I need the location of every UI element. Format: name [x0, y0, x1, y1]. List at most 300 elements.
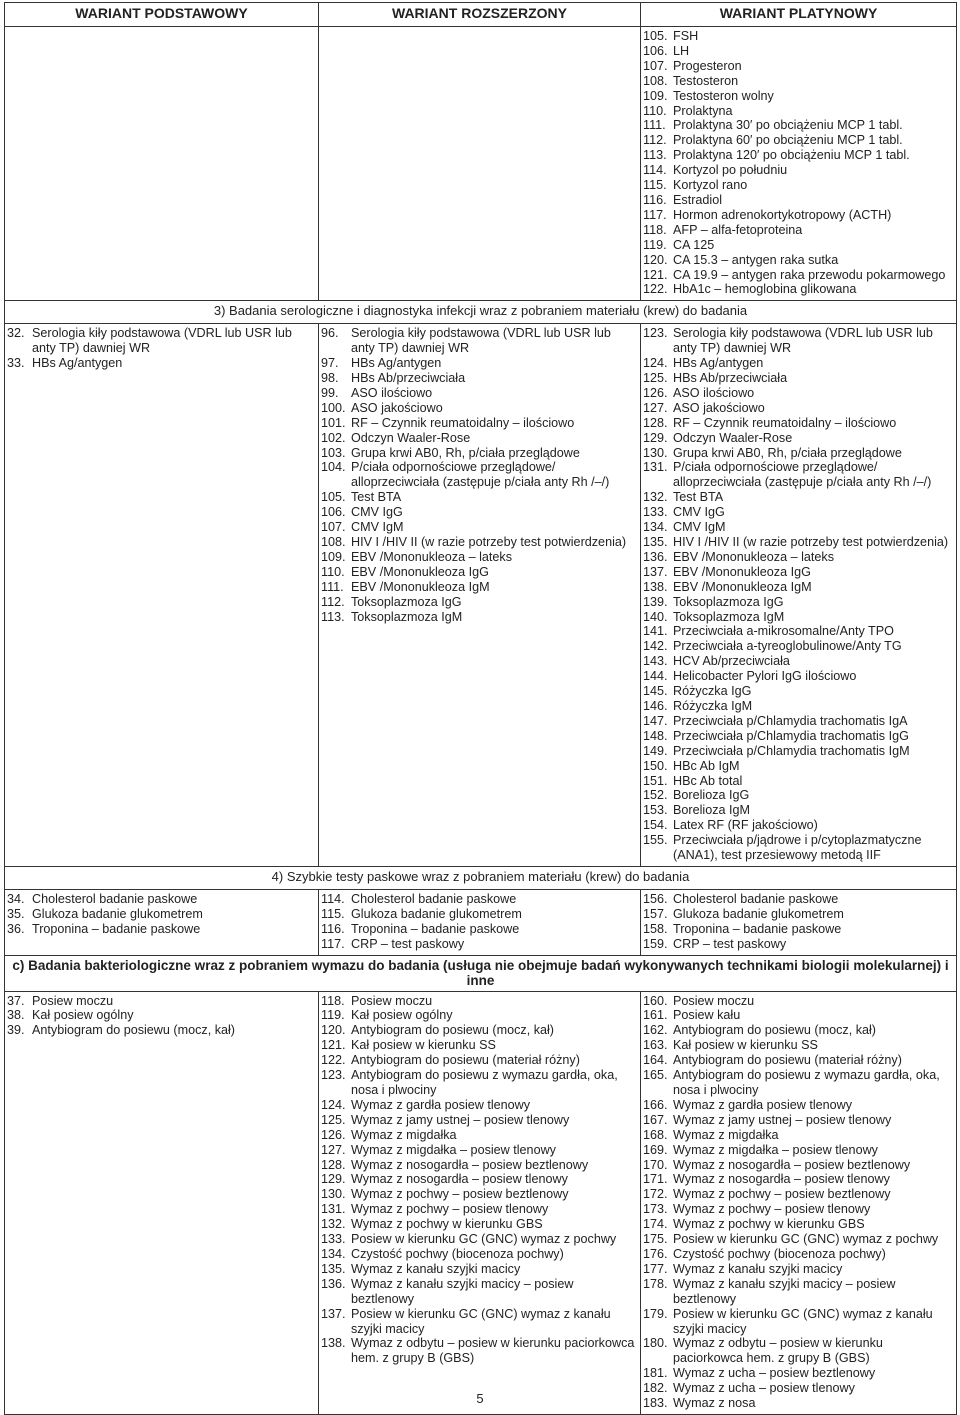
item-number: 125.: [321, 1112, 346, 1127]
item-text: Prolaktyna 30′ po obciążeniu MCP 1 tabl.: [673, 118, 903, 133]
item-number: 134.: [643, 520, 668, 535]
item-number: 173.: [643, 1202, 668, 1217]
item-text: LH: [673, 43, 690, 58]
list-item: [643, 595, 954, 610]
list-item: [7, 1023, 316, 1038]
item-text: Antybiogram do posiewu (materiał różny): [673, 1053, 902, 1068]
item-number: 131.: [321, 1202, 346, 1217]
item-text: ASO jakościowo: [673, 400, 765, 415]
page-number: 5: [476, 1391, 484, 1406]
list-item: [643, 356, 954, 371]
item-number: 147.: [643, 713, 668, 728]
item-number: 117.: [643, 207, 667, 222]
item-text: Różyczka IgM: [673, 698, 753, 713]
item-text: Wymaz z pochwy – posiew tlenowy: [351, 1202, 549, 1217]
section3-title-row: [5, 301, 957, 324]
item-number: 35.: [7, 906, 25, 921]
item-text: EBV /Mononukleoza IgM: [673, 579, 812, 594]
item-text: Cholesterol badanie paskowe: [673, 891, 839, 906]
item-text: Wymaz z migdałka: [351, 1127, 457, 1142]
item-text: Przeciwciała a-mikrosomalne/Anty TPO: [673, 624, 894, 639]
item-number: 174.: [643, 1217, 668, 1232]
sectionc-col-platynowy: [641, 991, 957, 1414]
item-text: Antybiogram do posiewu z wymazu gardła, oka, nosa i plwociny: [351, 1068, 618, 1097]
item-number: 124.: [321, 1097, 346, 1112]
list-item: [643, 818, 954, 833]
item-number: 99.: [321, 385, 339, 400]
header-podstawowy: WARIANT PODSTAWOWY: [5, 3, 319, 27]
list-item: [643, 1038, 954, 1053]
item-text: Serologia kiły podstawowa (VDRL lub USR lub anty TP) dawniej WR: [673, 326, 933, 356]
item-number: 102.: [321, 430, 346, 445]
item-number: 36.: [7, 921, 25, 936]
list-item: [643, 803, 954, 818]
list-item: [321, 1277, 638, 1307]
item-number: 110.: [321, 564, 345, 579]
list-item: [321, 1262, 638, 1277]
item-text: Wymaz z jamy ustnej – posiew tlenowy: [351, 1112, 570, 1127]
list-item: [7, 892, 316, 907]
item-number: 145.: [643, 684, 668, 699]
item-text: Troponina – badanie paskowe: [351, 921, 520, 936]
list-item: [643, 1113, 954, 1128]
item-text: Wymaz z pochwy – posiew tlenowy: [673, 1202, 871, 1217]
list-item: [321, 1172, 638, 1187]
item-text: Antybiogram do posiewu (mocz, kał): [673, 1023, 876, 1038]
section3-col-podstawowy: [5, 324, 319, 867]
item-number: 168.: [643, 1127, 668, 1142]
list-item: [643, 1307, 954, 1337]
item-number: 109.: [321, 549, 346, 564]
list-item: [321, 431, 638, 446]
list-item: [321, 326, 638, 356]
item-text: Antybiogram do posiewu (materiał różny): [351, 1053, 580, 1068]
item-number: 109.: [643, 88, 668, 103]
item-text: HBs Ag/antygen: [32, 356, 123, 371]
item-number: 141.: [643, 624, 668, 639]
item-number: 112.: [321, 594, 345, 609]
item-number: 126.: [321, 1127, 346, 1142]
list-item: [643, 669, 954, 684]
item-number: 128.: [643, 415, 668, 430]
item-number: 108.: [321, 535, 346, 549]
item-number: 126.: [643, 385, 668, 400]
item-text: Różyczka IgG: [673, 684, 752, 699]
item-text: Prolaktyna 60′ po obciążeniu MCP 1 tabl.: [673, 133, 903, 148]
item-number: 116.: [321, 921, 345, 936]
item-number: 138.: [321, 1336, 346, 1351]
list-item: [321, 1247, 638, 1262]
item-text: Serologia kiły podstawowa (VDRL lub USR lub anty TP) dawniej WR: [32, 326, 292, 356]
item-text: RF – Czynnik reumatoidalny – ilościowo: [351, 415, 575, 430]
list-item: [321, 386, 638, 401]
sectionc-row: [5, 991, 957, 1414]
item-number: 144.: [643, 669, 668, 684]
item-text: Wymaz z nosogardła – posiew beztlenowy: [673, 1157, 911, 1172]
item-number: 103.: [321, 445, 346, 460]
item-text: Grupa krwi AB0, Rh, p/ciała przeglądowe: [351, 445, 580, 460]
section3-col-platynowy: [641, 324, 957, 867]
item-text: Latex RF (RF jakościowo): [673, 818, 818, 833]
list-item: [643, 44, 954, 59]
list-item: [321, 1113, 638, 1128]
item-text: Glukoza badanie glukometrem: [673, 906, 844, 921]
list-item: [643, 268, 954, 283]
item-number: 137.: [321, 1306, 346, 1321]
item-number: 100.: [321, 400, 346, 415]
block1-col-podstawowy: [5, 27, 319, 301]
item-text: ASO jakościowo: [351, 400, 443, 415]
item-text: Troponina – badanie paskowe: [673, 921, 842, 936]
list-item: [7, 907, 316, 922]
item-text: HIV I /HIV II (w razie potrzeby test potwierdzenia): [351, 535, 627, 549]
list-item: [7, 326, 316, 356]
item-text: Borelioza IgM: [673, 803, 750, 818]
item-text: Test BTA: [351, 490, 402, 505]
list-item: [321, 1053, 638, 1068]
item-text: Przeciwciała p/jądrowe i p/cytoplazmatyczne (ANA1), test przesiewowy metodą IIF: [673, 833, 922, 863]
item-text: AFP – alfa-fetoproteina: [673, 222, 803, 237]
list-item: [643, 1187, 954, 1202]
item-text: P/ciała odpornościowe przeglądowe/ alloprzeciwciała (zastępuje p/ciała anty Rh /–/): [673, 460, 932, 490]
list-item: [643, 684, 954, 699]
list-item: [321, 460, 638, 490]
item-text: Wymaz z pochwy w kierunku GBS: [351, 1217, 543, 1232]
item-number: 130.: [321, 1187, 346, 1202]
list-item: [643, 238, 954, 253]
item-text: CMV IgM: [351, 520, 404, 535]
item-text: Wymaz z migdałka – posiew tlenowy: [351, 1142, 556, 1157]
item-number: 155.: [643, 833, 668, 848]
item-text: Posiew w kierunku GC (GNC) wymaz z pochwy: [351, 1232, 617, 1247]
item-number: 127.: [321, 1142, 346, 1157]
list-item: [321, 550, 638, 565]
section3-title: 3) Badania serologiczne i diagnostyka infekcji wraz z pobraniem materiału (krew) do badania: [5, 301, 957, 324]
sectionc-title-row: [5, 955, 957, 991]
list-item: [643, 1366, 954, 1381]
item-text: EBV /Mononukleoza – lateks: [673, 549, 835, 564]
list-item: [7, 356, 316, 371]
list-item: [321, 505, 638, 520]
item-text: EBV /Mononukleoza – lateks: [351, 549, 513, 564]
item-number: 111.: [321, 579, 344, 594]
item-text: Antybiogram do posiewu (mocz, kał): [351, 1023, 554, 1038]
item-number: 113.: [321, 609, 345, 624]
item-text: Wymaz z gardła posiew tlenowy: [673, 1097, 853, 1112]
list-item: [643, 89, 954, 104]
list-item: [643, 446, 954, 461]
list-item: [643, 193, 954, 208]
list-item: [643, 118, 954, 133]
list-item: [643, 1262, 954, 1277]
item-text: Wymaz z nosa: [673, 1396, 756, 1411]
list-item: [643, 565, 954, 580]
item-number: 142.: [643, 639, 668, 654]
item-number: 136.: [643, 549, 668, 564]
item-number: 158.: [643, 921, 668, 936]
item-text: Prolaktyna: [673, 103, 733, 118]
list-item: [321, 1023, 638, 1038]
list-item: [643, 654, 954, 669]
services-table: [4, 2, 957, 1415]
item-text: Antybiogram do posiewu z wymazu gardła, oka, nosa i plwociny: [673, 1068, 940, 1097]
item-number: 153.: [643, 803, 668, 818]
item-number: 114.: [321, 891, 345, 906]
list-item: [643, 892, 954, 907]
section4-col-podstawowy: [5, 889, 319, 955]
item-number: 131.: [643, 460, 668, 475]
item-number: 181.: [643, 1366, 668, 1381]
item-text: Wymaz z kanału szyjki macicy: [673, 1261, 843, 1276]
item-number: 154.: [643, 818, 668, 833]
list-item: [321, 1068, 638, 1098]
item-number: 105.: [321, 490, 346, 505]
item-text: Antybiogram do posiewu (mocz, kał): [32, 1023, 235, 1038]
item-number: 177.: [643, 1261, 668, 1276]
item-number: 111.: [643, 118, 666, 133]
item-number: 125.: [643, 371, 668, 386]
item-number: 162.: [643, 1023, 668, 1038]
list-item: [643, 29, 954, 44]
list-item: [321, 401, 638, 416]
item-number: 178.: [643, 1276, 668, 1291]
item-number: 129.: [643, 430, 668, 445]
list-item: [643, 937, 954, 952]
item-number: 120.: [643, 252, 668, 267]
item-number: 152.: [643, 788, 668, 803]
item-text: Wymaz z nosogardła – posiew tlenowy: [673, 1172, 890, 1187]
item-number: 150.: [643, 758, 668, 773]
item-text: Kał posiew ogólny: [351, 1008, 453, 1023]
list-item: [643, 282, 954, 297]
list-item: [643, 774, 954, 789]
item-number: 132.: [643, 490, 668, 505]
item-number: 119.: [321, 1008, 345, 1023]
list-item: [643, 416, 954, 431]
item-number: 121.: [643, 267, 668, 282]
list-item: [643, 1172, 954, 1187]
list-item: [643, 580, 954, 595]
item-text: CRP – test paskowy: [673, 936, 787, 951]
list-item: [7, 1008, 316, 1023]
item-text: Przeciwciała p/Chlamydia trachomatis IgM: [673, 743, 910, 758]
list-item: [643, 744, 954, 759]
item-number: 132.: [321, 1217, 346, 1232]
list-item: [643, 729, 954, 744]
item-number: 135.: [643, 535, 668, 549]
item-text: Wymaz z pochwy – posiew beztlenowy: [351, 1187, 569, 1202]
sectionc-col-podstawowy: [5, 991, 319, 1414]
item-text: P/ciała odpornościowe przeglądowe/ alloprzeciwciała (zastępuje p/ciała anty Rh /–/): [351, 460, 610, 490]
list-item: [643, 699, 954, 714]
item-number: 183.: [643, 1396, 668, 1411]
list-item: [643, 1217, 954, 1232]
item-number: 116.: [643, 192, 667, 207]
list-item: [643, 1158, 954, 1173]
list-item: [321, 1008, 638, 1023]
list-item: [7, 994, 316, 1009]
item-number: 101.: [321, 415, 346, 430]
item-text: CMV IgM: [673, 520, 726, 535]
list-item: [643, 1098, 954, 1113]
item-text: Czystość pochwy (biocenoza pochwy): [673, 1246, 886, 1261]
item-text: Posiew moczu: [32, 993, 114, 1008]
list-item: [643, 208, 954, 223]
item-number: 97.: [321, 356, 339, 371]
list-item: [643, 1128, 954, 1143]
list-item: [643, 253, 954, 268]
item-text: Kał posiew w kierunku SS: [351, 1038, 496, 1053]
item-text: HbA1c – hemoglobina glikowana: [673, 282, 857, 297]
item-number: 166.: [643, 1097, 668, 1112]
item-text: Grupa krwi AB0, Rh, p/ciała przeglądowe: [673, 445, 902, 460]
item-text: HBc Ab total: [673, 773, 743, 788]
list-item: [643, 1336, 954, 1366]
block1-col-platynowy: [641, 27, 957, 301]
list-item: [643, 1068, 954, 1098]
list-item: [643, 490, 954, 505]
item-number: 34.: [7, 891, 25, 906]
section4-col-platynowy: [641, 889, 957, 955]
sectionc-title: c) Badania bakteriologiczne wraz z pobraniem wymazu do badania (usługa nie obejmuje badań wykonywanych technikami biologii molekularnej) i inne: [5, 955, 957, 991]
list-item: [643, 74, 954, 89]
list-item: [643, 326, 954, 356]
item-text: Borelioza IgG: [673, 788, 750, 803]
item-text: Posiew kału: [673, 1008, 741, 1023]
item-text: Testosteron wolny: [673, 88, 774, 103]
item-number: 38.: [7, 1008, 25, 1023]
item-text: Progesteron: [673, 58, 742, 73]
item-text: Kał posiew ogólny: [32, 1008, 134, 1023]
item-text: Czystość pochwy (biocenoza pochwy): [351, 1246, 564, 1261]
item-number: 149.: [643, 743, 668, 758]
list-item: [643, 401, 954, 416]
list-item: [643, 907, 954, 922]
item-number: 159.: [643, 936, 668, 951]
list-item: [643, 431, 954, 446]
item-text: Wymaz z nosogardła – posiew tlenowy: [351, 1172, 568, 1187]
item-text: Testosteron: [673, 73, 739, 88]
item-number: 106.: [643, 43, 668, 58]
item-text: HBs Ab/przeciwciała: [673, 371, 788, 386]
item-number: 110.: [643, 103, 667, 118]
item-text: Posiew w kierunku GC (GNC) wymaz z pochwy: [673, 1232, 939, 1247]
list-item: [321, 1098, 638, 1113]
item-number: 140.: [643, 609, 668, 624]
item-number: 148.: [643, 728, 668, 743]
list-item: [643, 1202, 954, 1217]
item-text: Wymaz z ucha – posiew beztlenowy: [673, 1366, 876, 1381]
list-item: [321, 1336, 638, 1366]
list-item: [321, 490, 638, 505]
item-text: Serologia kiły podstawowa (VDRL lub USR lub anty TP) dawniej WR: [351, 326, 611, 356]
item-number: 160.: [643, 993, 668, 1008]
list-item: [321, 1038, 638, 1053]
list-item: [321, 994, 638, 1009]
item-text: Toksoplazmoza IgM: [351, 609, 463, 624]
item-text: ASO ilościowo: [351, 385, 433, 400]
item-text: Posiew moczu: [351, 993, 433, 1008]
list-item: [643, 520, 954, 535]
section3-row: [5, 324, 957, 867]
section4-title: 4) Szybkie testy paskowe wraz z pobraniem materiału (krew) do badania: [5, 866, 957, 889]
header-row: [5, 3, 957, 27]
list-item: [643, 535, 954, 550]
item-text: CMV IgG: [673, 505, 725, 520]
list-item: [643, 1277, 954, 1307]
item-number: 137.: [643, 564, 668, 579]
item-text: Przeciwciała a-tyreoglobulinowe/Anty TG: [673, 639, 902, 654]
item-number: 146.: [643, 698, 668, 713]
item-number: 32.: [7, 326, 25, 341]
item-number: 115.: [643, 178, 667, 193]
item-number: 120.: [321, 1023, 346, 1038]
item-text: HBs Ag/antygen: [673, 356, 764, 371]
list-item: [643, 759, 954, 774]
list-item: [321, 371, 638, 386]
item-number: 130.: [643, 445, 668, 460]
item-number: 113.: [643, 148, 667, 163]
item-number: 139.: [643, 594, 668, 609]
item-number: 107.: [321, 520, 346, 535]
item-number: 117.: [321, 936, 345, 951]
list-item: [321, 1143, 638, 1158]
item-number: 161.: [643, 1008, 668, 1023]
item-text: EBV /Mononukleoza IgM: [351, 579, 490, 594]
item-number: 167.: [643, 1112, 668, 1127]
item-number: 122.: [643, 282, 668, 297]
list-item: [643, 639, 954, 654]
sectionc-col-rozszerzony: [319, 991, 641, 1414]
item-text: Posiew w kierunku GC (GNC) wymaz z kanału szyjki macicy: [351, 1306, 611, 1336]
item-text: CA 125: [673, 237, 715, 252]
item-number: 143.: [643, 654, 668, 669]
item-text: ASO ilościowo: [673, 385, 755, 400]
item-number: 169.: [643, 1142, 668, 1157]
item-text: RF – Czynnik reumatoidalny – ilościowo: [673, 415, 897, 430]
list-item: [7, 922, 316, 937]
item-text: Kortyzol rano: [673, 178, 748, 193]
section4-title-row: [5, 866, 957, 889]
item-text: HCV Ab/przeciwciała: [673, 654, 790, 669]
item-number: 180.: [643, 1336, 668, 1351]
hormone-block-row: [5, 27, 957, 301]
item-text: EBV /Mononukleoza IgG: [351, 564, 489, 579]
list-item: [321, 1217, 638, 1232]
section4-row: [5, 889, 957, 955]
item-text: FSH: [673, 29, 699, 43]
item-text: Wymaz z kanału szyjki macicy: [351, 1261, 521, 1276]
item-text: Odczyn Waaler-Rose: [351, 430, 471, 445]
item-number: 182.: [643, 1381, 668, 1396]
list-item: [643, 148, 954, 163]
item-number: 115.: [321, 906, 345, 921]
item-number: 133.: [643, 505, 668, 520]
item-text: Posiew moczu: [673, 993, 755, 1008]
item-number: 105.: [643, 29, 668, 43]
item-number: 121.: [321, 1038, 346, 1053]
list-item: [321, 922, 638, 937]
item-number: 129.: [321, 1172, 346, 1187]
list-item: [643, 505, 954, 520]
item-number: 175.: [643, 1232, 668, 1247]
item-text: Hormon adrenokortykotropowy (ACTH): [673, 207, 892, 222]
list-item: [643, 460, 954, 490]
item-number: 118.: [321, 993, 345, 1008]
item-text: Wymaz z migdałka – posiew tlenowy: [673, 1142, 878, 1157]
item-text: Cholesterol badanie paskowe: [351, 891, 517, 906]
item-text: Toksoplazmoza IgG: [673, 594, 784, 609]
